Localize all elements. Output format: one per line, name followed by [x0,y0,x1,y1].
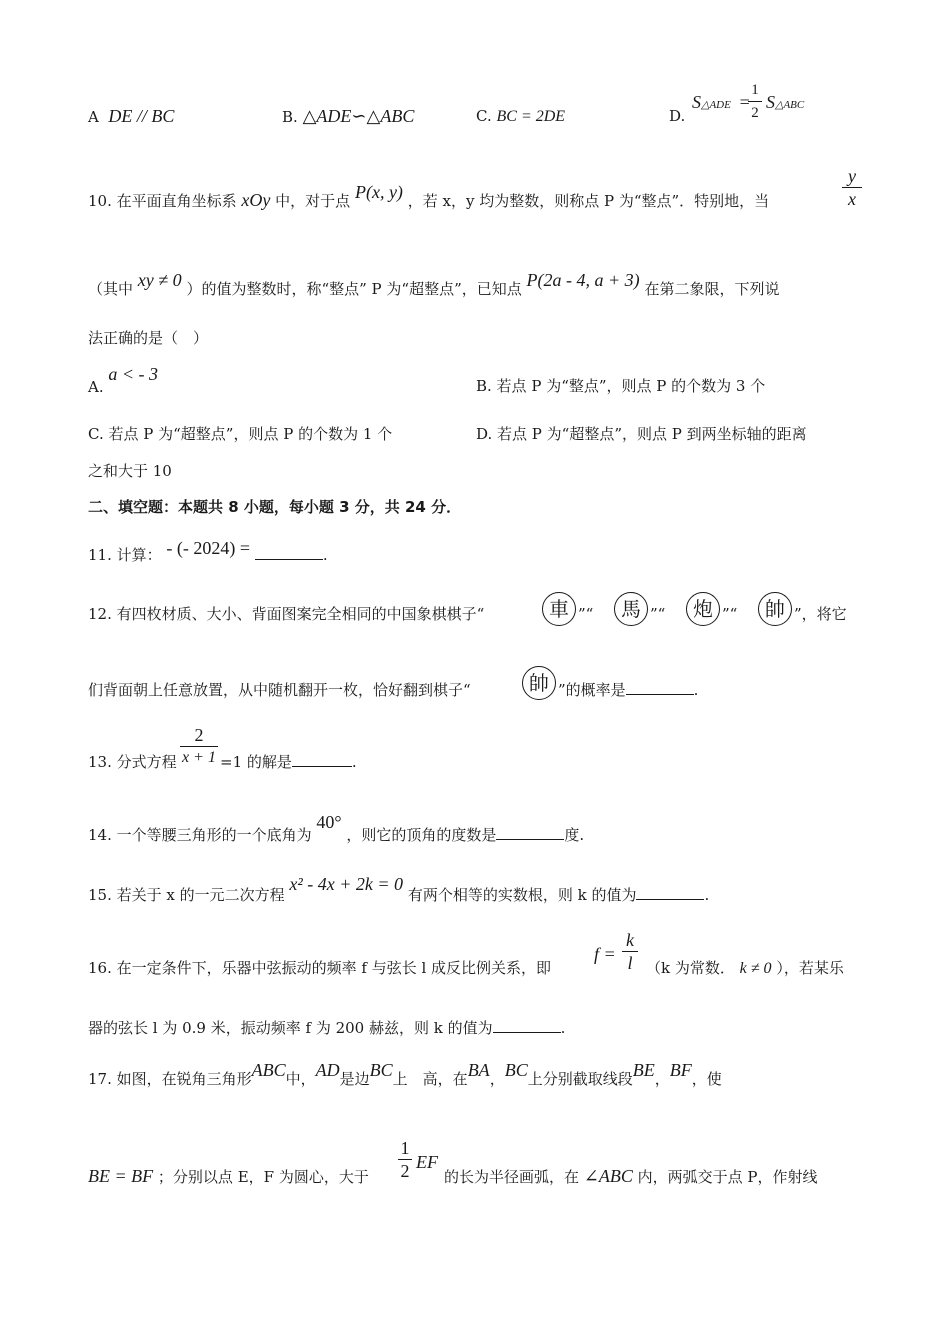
math-expr: P(2a - 4, a + 3) [526,270,640,290]
q17-line1 [88,1060,722,1089]
chess-piece-ma: 馬 [614,592,648,626]
q10-line2 [88,270,780,299]
question-text: =1 的解是 [220,753,292,771]
math-expr: f = [594,944,616,964]
q14 [88,812,585,845]
q10-option-d-continued: 之和大于 10 [88,462,172,480]
q16-line2 [88,1018,565,1038]
math-expr: = [739,92,750,112]
math-expr: BE [632,1060,655,1080]
question-text: 中， [285,1070,316,1088]
q9-option-a [88,106,174,127]
q9-option-c [476,106,565,127]
question-text: ，若 x，y 均为整数，则称点 P 为“整点”．特别地，当 [407,192,770,210]
fraction-denominator: 2 [751,105,759,121]
question-text: 11. 计算： [88,546,162,564]
answer-blank[interactable] [292,752,352,767]
math-expr: AD [315,1060,340,1080]
question-text: 内，两弧交于点 P，作射线 [637,1168,818,1186]
q17-line2-end [444,1166,818,1187]
math-expr: S [766,92,775,112]
fraction-bar [180,746,218,747]
math-expr: BA [467,1060,490,1080]
fraction-numerator: 1 [751,82,759,98]
punctuation: . [693,681,699,699]
question-text: （k 为常数． [646,959,735,977]
question-text: ；分别以点 E，F 为圆心，大于 [157,1168,369,1186]
question-text: 10. 在平面直角坐标系 [88,192,237,210]
question-text: ，则它的顶角的度数是 [346,826,497,844]
q16-line1-start: 16. 在一定条件下，乐器中弦振动的频率 f 与弦长 l 成反比例关系，即 [88,959,552,977]
answer-blank[interactable] [493,1018,561,1033]
fraction-bar [842,187,862,188]
chess-piece-pao: 炮 [686,592,720,626]
punctuation: . [322,546,328,564]
question-text: ，使 [691,1070,722,1088]
math-expr: EF [416,1152,438,1172]
question-text: ），若某乐 [776,959,844,977]
option-label: D. [669,107,686,125]
option-label: A. [88,378,104,396]
section-heading: 二、填空题：本题共 8 小题，每小题 3 分，共 24 分． [88,498,462,516]
math-expr: k ≠ 0 [739,960,772,977]
math-subscript: △ABC [775,99,805,111]
question-text: 上分别截取线段 [527,1070,633,1088]
q9-option-d [669,106,685,126]
quote-separator: ”“ [650,605,666,623]
math-expr: △ADE∽△ABC [302,106,415,126]
fraction-denominator: x [848,189,856,209]
fraction-numerator: k [626,930,634,950]
math-expr: BC [369,1060,393,1080]
math-expr: BC [504,1060,528,1080]
question-text: 度. [564,826,585,844]
question-text: ， [654,1070,670,1088]
question-text: 在第二象限，下列说 [644,280,780,298]
quote-separator: ”“ [578,605,594,623]
question-text: ， [489,1070,505,1088]
math-expr: a < - 3 [108,364,159,384]
math-expr: - (- 2024) = [166,538,251,558]
question-text: 14. 一个等腰三角形的一个底角为 [88,826,312,844]
question-text: 有两个相等的实数根，则 k 的值为 [407,886,637,904]
math-expr: DE // BC [108,106,175,126]
option-label: C. [476,107,492,125]
q10-option-c: C. 若点 P 为“超整点”，则点 P 的个数为 1 个 [88,425,393,443]
question-text: 的长为半径画弧，在 [444,1168,580,1186]
math-expr: BE = BF [88,1166,154,1186]
math-expr: x² - 4x + 2k = 0 [289,874,404,894]
fraction-numerator: y [848,166,856,186]
math-expr: S [692,92,701,112]
option-label: A [88,108,99,126]
fraction-denominator: x + 1 [182,749,216,766]
question-text: ”的概率是 [558,681,626,699]
question-text: 17. 如图，在锐角三角形 [88,1070,252,1088]
question-text: 是边 [339,1070,370,1088]
math-subscript: △ADE [701,99,731,111]
math-expr: xy ≠ 0 [137,270,182,290]
question-text: 器的弦长 l 为 0.9 米，振动频率 f 为 200 赫兹，则 k 的值为 [88,1019,493,1037]
q10-line3: 法正确的是（ ） [88,329,209,347]
q10-option-a [88,364,159,397]
math-expr: BF [669,1060,692,1080]
q9-option-d-lhs [692,92,750,115]
chess-piece-shuai: 帥 [522,666,556,700]
q10-line1 [88,182,770,211]
q13-text-end [220,752,357,772]
q15 [88,874,710,905]
punctuation: . [704,886,710,904]
question-text: ）的值为整数时，称“整点” P 为“超整点”，已知点 [186,280,522,298]
q12-line1-end: ”，将它 [794,605,847,623]
punctuation: . [351,753,357,771]
fraction-bar [622,951,638,952]
question-text: （其中 [88,280,134,298]
fraction-bar [398,1159,412,1160]
q12-line2-start: 们背面朝上任意放置，从中随机翻开一枚，恰好翻到棋子“ [88,681,471,699]
q16-f-math [594,944,616,965]
chess-piece-shuai: 帥 [758,592,792,626]
q10-option-d: D. 若点 P 为“超整点”，则点 P 到两坐标轴的距离 [476,425,807,443]
answer-blank[interactable] [626,680,694,695]
math-expr: ∠ABC [583,1166,633,1186]
q17-ef [416,1152,438,1173]
q10-option-b: B. 若点 P 为“整点”，则点 P 的个数为 3 个 [476,377,766,395]
fraction-denominator: l [627,953,633,973]
fraction-bar [748,101,762,102]
q13-text: 13. 分式方程 [88,753,177,771]
fraction-numerator: 2 [194,725,204,745]
math-expr: P(x, y) [354,182,403,202]
q9-option-d-fraction [748,80,762,123]
math-expr: BC = 2DE [496,108,566,125]
q9-option-d-rhs [766,92,804,115]
answer-blank[interactable] [496,825,564,840]
answer-blank[interactable] [255,545,323,560]
fraction-numerator: 1 [400,1138,410,1158]
question-text: 上 高，在 [392,1070,468,1088]
q11 [88,538,328,565]
q13-fraction [180,725,218,768]
q17-fraction [398,1138,412,1181]
q10-fraction-y-over-x [842,166,862,209]
chess-piece-che: 車 [542,592,576,626]
answer-blank[interactable] [636,885,704,900]
quote-separator: ”“ [722,605,738,623]
option-label: B. [282,108,298,126]
q16-fraction [622,930,638,973]
q17-line2-start [88,1166,369,1187]
q16-line1-end [646,958,844,979]
punctuation: . [560,1019,566,1037]
q12-line2-end [558,680,698,700]
q12-line1-start: 12. 有四枚材质、大小、背面图案完全相同的中国象棋棋子“ [88,605,485,623]
math-expr: ABC [251,1060,286,1080]
fraction-denominator: 2 [400,1161,410,1181]
math-expr: xOy [241,190,271,210]
question-text: 中，对于点 [275,192,351,210]
q9-option-b [282,106,414,127]
math-expr: 40° [316,812,342,832]
question-text: 15. 若关于 x 的一元二次方程 [88,886,285,904]
